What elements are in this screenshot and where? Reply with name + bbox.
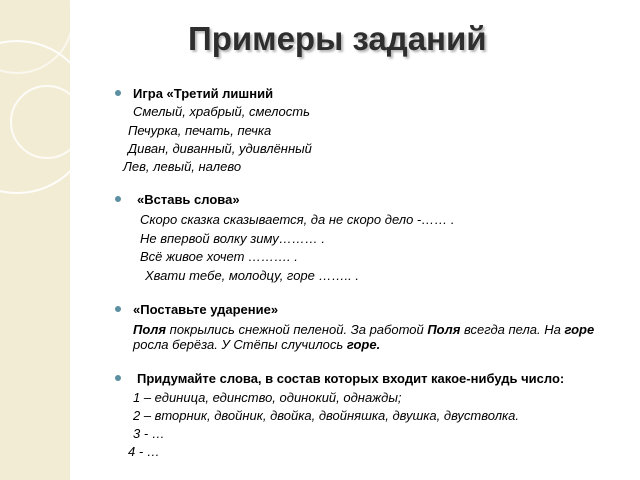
slide-title: Примеры заданий	[188, 20, 487, 57]
paragraph-segment: всегда пела. На	[460, 322, 565, 337]
section-4-line-1: 1 – единица, единство, одинокий, однажды;	[133, 390, 402, 405]
bullet-icon	[115, 90, 121, 96]
section-2-line-4: Хвати тебе, молодцу, горе …….. .	[145, 268, 359, 283]
section-1-line-2: Печурка, печать, печка	[128, 123, 272, 138]
section-4-line-4: 4 - …	[128, 444, 160, 459]
section-1-line-3: Диван, диванный, удивлённый	[128, 141, 312, 156]
paragraph-segment: Поля	[133, 322, 167, 337]
section-1-line-4: Лев, левый, налево	[123, 159, 242, 174]
section-2-line-2: Не впервой волку зиму……… .	[140, 231, 325, 246]
paragraph-segment: горе.	[346, 337, 381, 352]
section-4-line-2: 2 – вторник, двойник, двойка, двойняшка, двушка, двустволка.	[133, 408, 520, 423]
paragraph-segment: горе	[564, 322, 595, 337]
paragraph-segment: Поля	[427, 322, 461, 337]
decorative-circle	[10, 85, 84, 159]
bullet-icon	[115, 306, 121, 312]
section-2-line-1: Скоро сказка сказывается, да не скоро дело -…… .	[140, 212, 455, 227]
bullet-icon	[115, 196, 121, 202]
decorative-sidebar	[0, 0, 70, 480]
section-2-line-3: Всё живое хочет ………. .	[140, 249, 298, 264]
section-3-heading: «Поставьте ударение»	[133, 302, 279, 317]
section-4-line-3: 3 - …	[133, 426, 165, 441]
bullet-icon	[115, 375, 121, 381]
paragraph-segment: росла берёза. У Стёпы случилось	[133, 337, 347, 352]
section-1-line-1: Смелый, храбрый, смелость	[133, 104, 310, 119]
paragraph-segment: покрылись снежной пеленой. За работой	[166, 322, 428, 337]
section-2-heading: «Вставь слова»	[137, 192, 240, 207]
section-1-heading: Игра «Третий лишний	[133, 86, 274, 101]
section-3-paragraph	[133, 322, 613, 352]
section-4-heading: Придумайте слова, в состав которых входит какое-нибудь число:	[137, 371, 565, 386]
